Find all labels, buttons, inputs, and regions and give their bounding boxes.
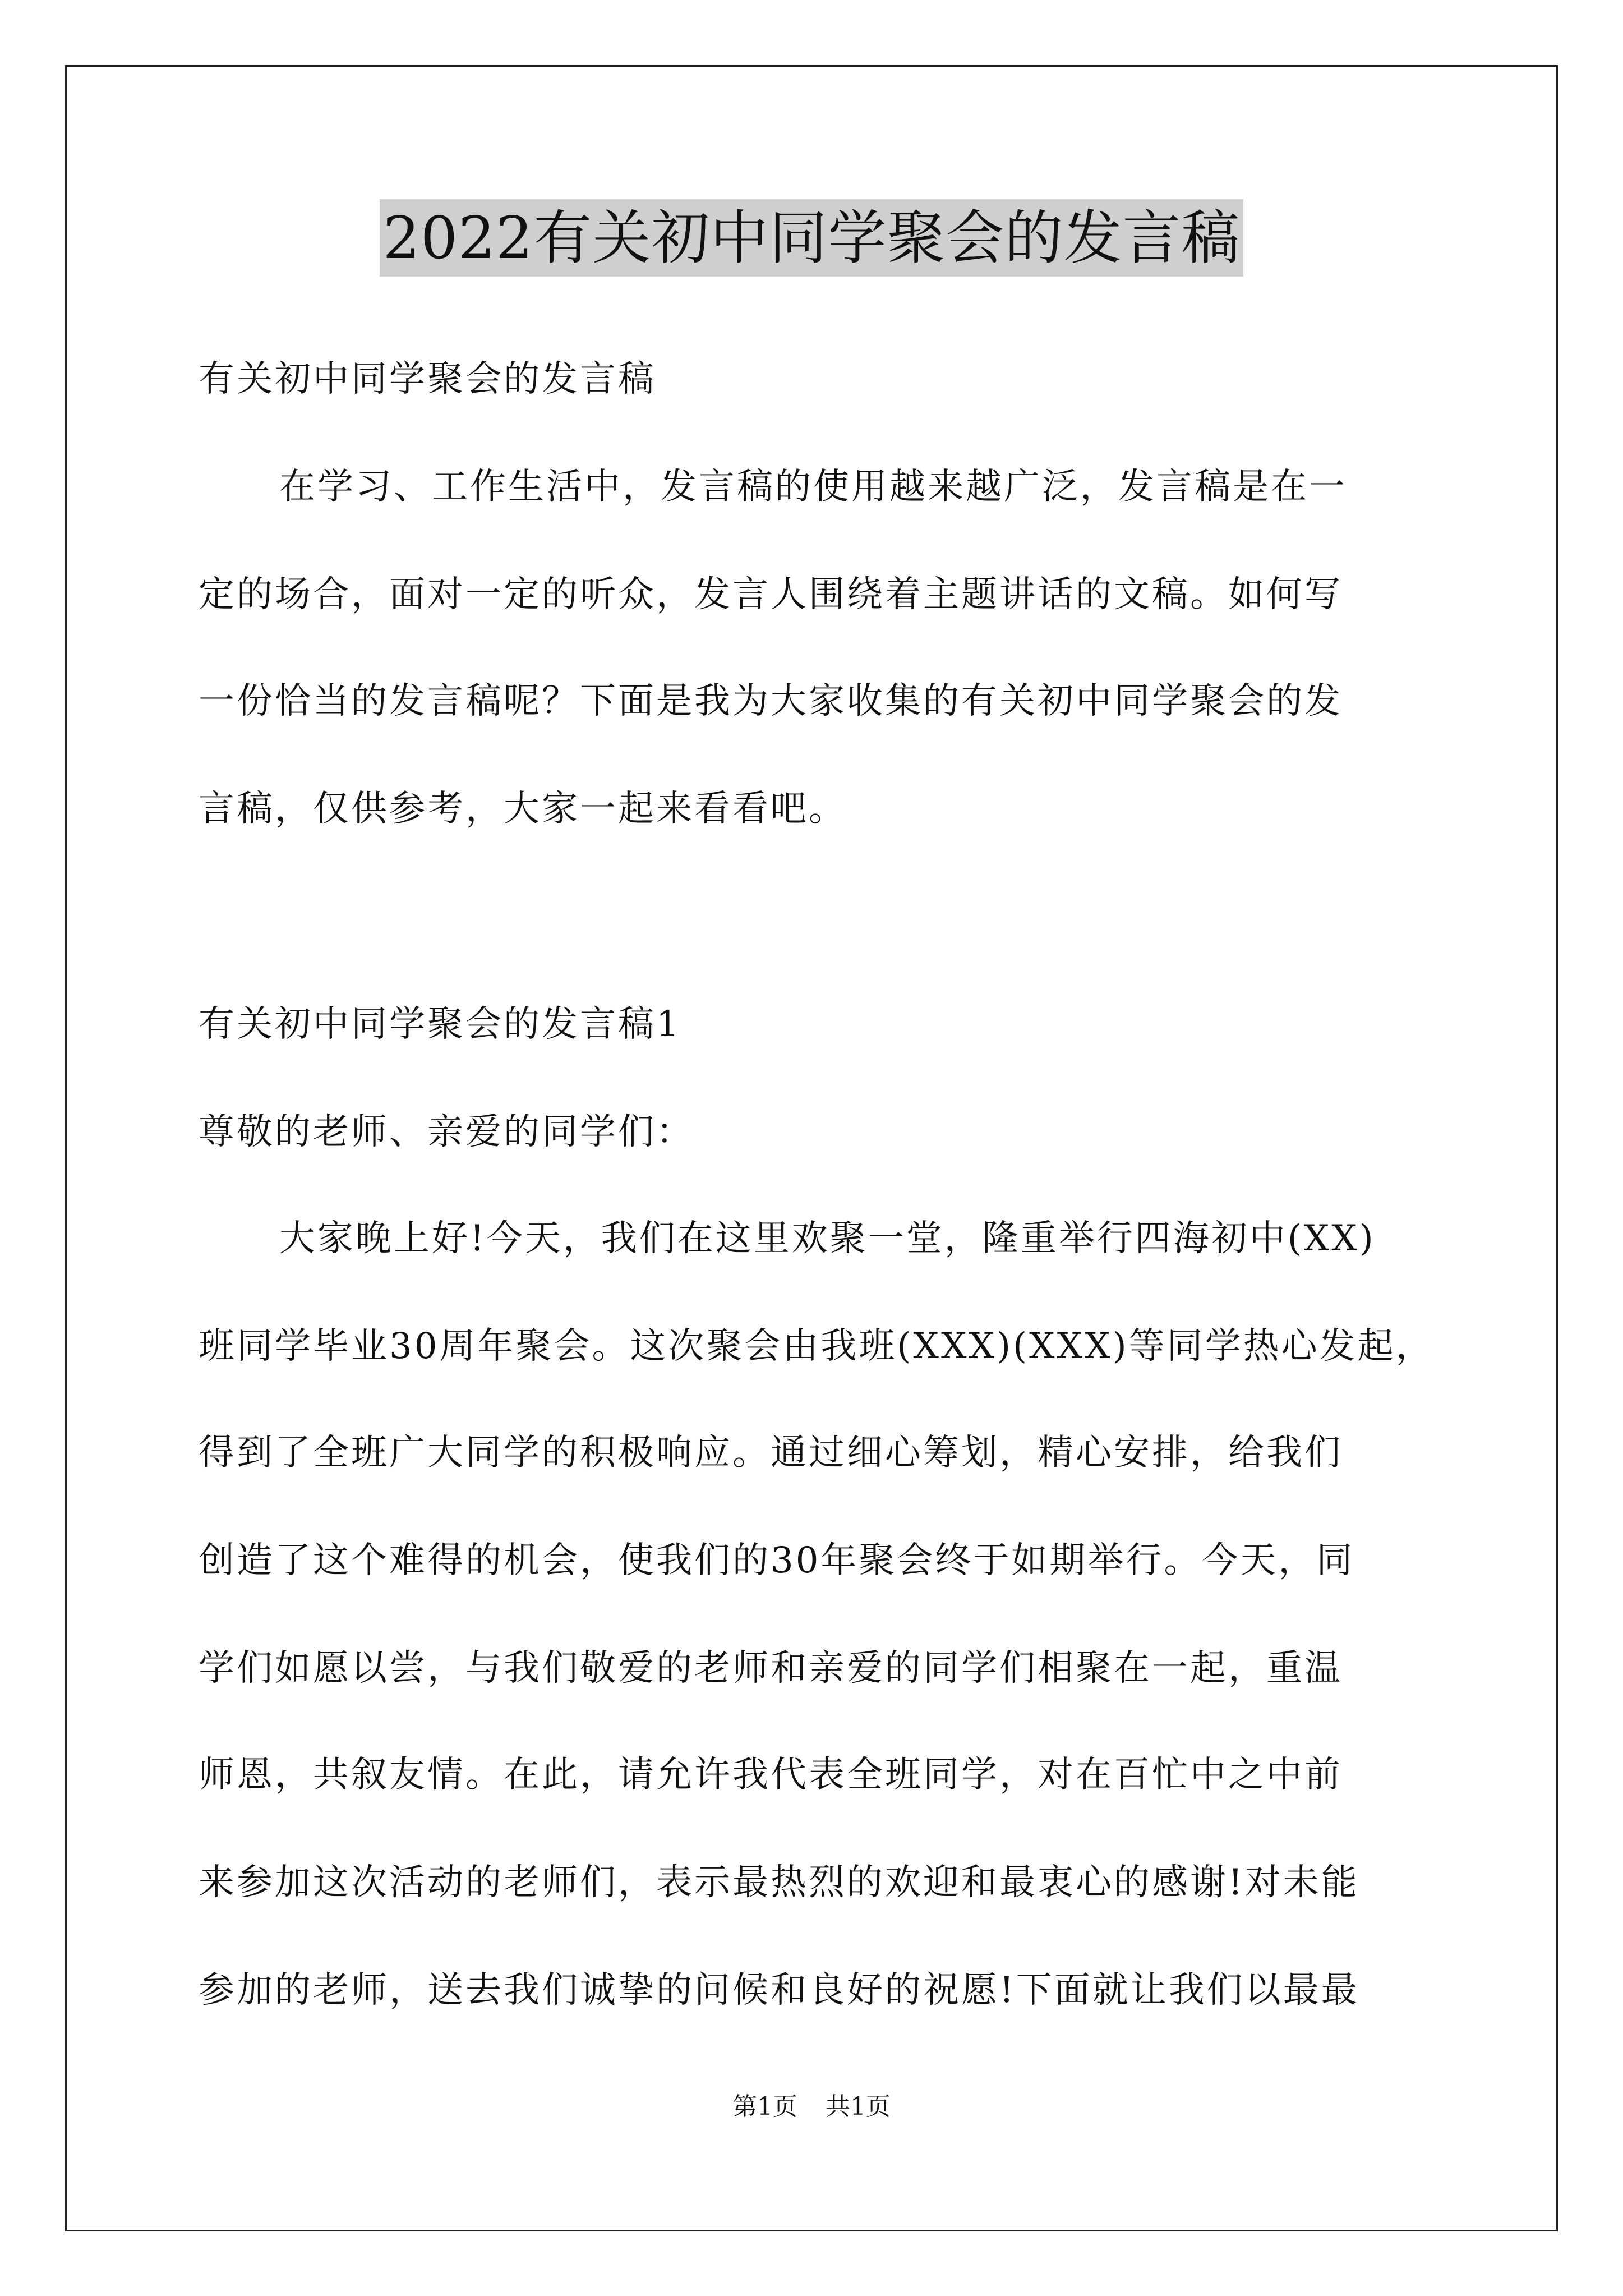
page-footer — [0, 2091, 1623, 2123]
intro-line-2: 定的场合，面对一定的听众，发言人围绕着主题讲话的文稿。如何写 — [199, 574, 1343, 615]
body-line-3: 得到了全班广大同学的积极响应。通过细心筹划，精心安排，给我们 — [199, 1432, 1343, 1474]
intro-line-1: 在学习、工作生活中，发言稿的使用越来越广泛，发言稿是在一 — [279, 466, 1347, 508]
body-line-1: 大家晚上好!今天，我们在这里欢聚一堂，隆重举行四海初中(XX) — [279, 1218, 1376, 1259]
subtitle-line: 有关初中同学聚会的发言稿 — [199, 358, 656, 400]
body-line-6: 师恩，共叙友情。在此，请允许我代表全班同学，对在百忙中之中前 — [199, 1754, 1343, 1796]
page-total: 共1页 — [826, 2092, 891, 2121]
intro-line-4: 言稿，仅供参考，大家一起来看看吧。 — [199, 788, 847, 830]
body-line-5: 学们如愿以尝，与我们敬爱的老师和亲爱的同学们相聚在一起，重温 — [199, 1648, 1343, 1689]
salutation-line: 尊敬的老师、亲爱的同学们： — [199, 1111, 694, 1153]
page-number: 第1页 — [732, 2092, 797, 2121]
body-line-8: 参加的老师，送去我们诚挚的问候和良好的祝愿!下面就让我们以最最 — [199, 1970, 1359, 2011]
section-heading: 有关初中同学聚会的发言稿1 — [199, 1004, 681, 1045]
intro-line-3: 一份恰当的发言稿呢？下面是我为大家收集的有关初中同学聚会的发 — [199, 680, 1343, 722]
body-line-4: 创造了这个难得的机会，使我们的30年聚会终于如期举行。今天，同 — [199, 1540, 1355, 1581]
document-title: 2022有关初中同学聚会的发言稿 — [380, 199, 1244, 277]
body-line-2: 班同学毕业30周年聚会。这次聚会由我班(XXX)(XXX)等同学热心发起， — [199, 1326, 1434, 1367]
title-wrap — [0, 199, 1623, 277]
body-line-7: 来参加这次活动的老师们，表示最热烈的欢迎和最衷心的感谢!对未能 — [199, 1862, 1359, 1903]
